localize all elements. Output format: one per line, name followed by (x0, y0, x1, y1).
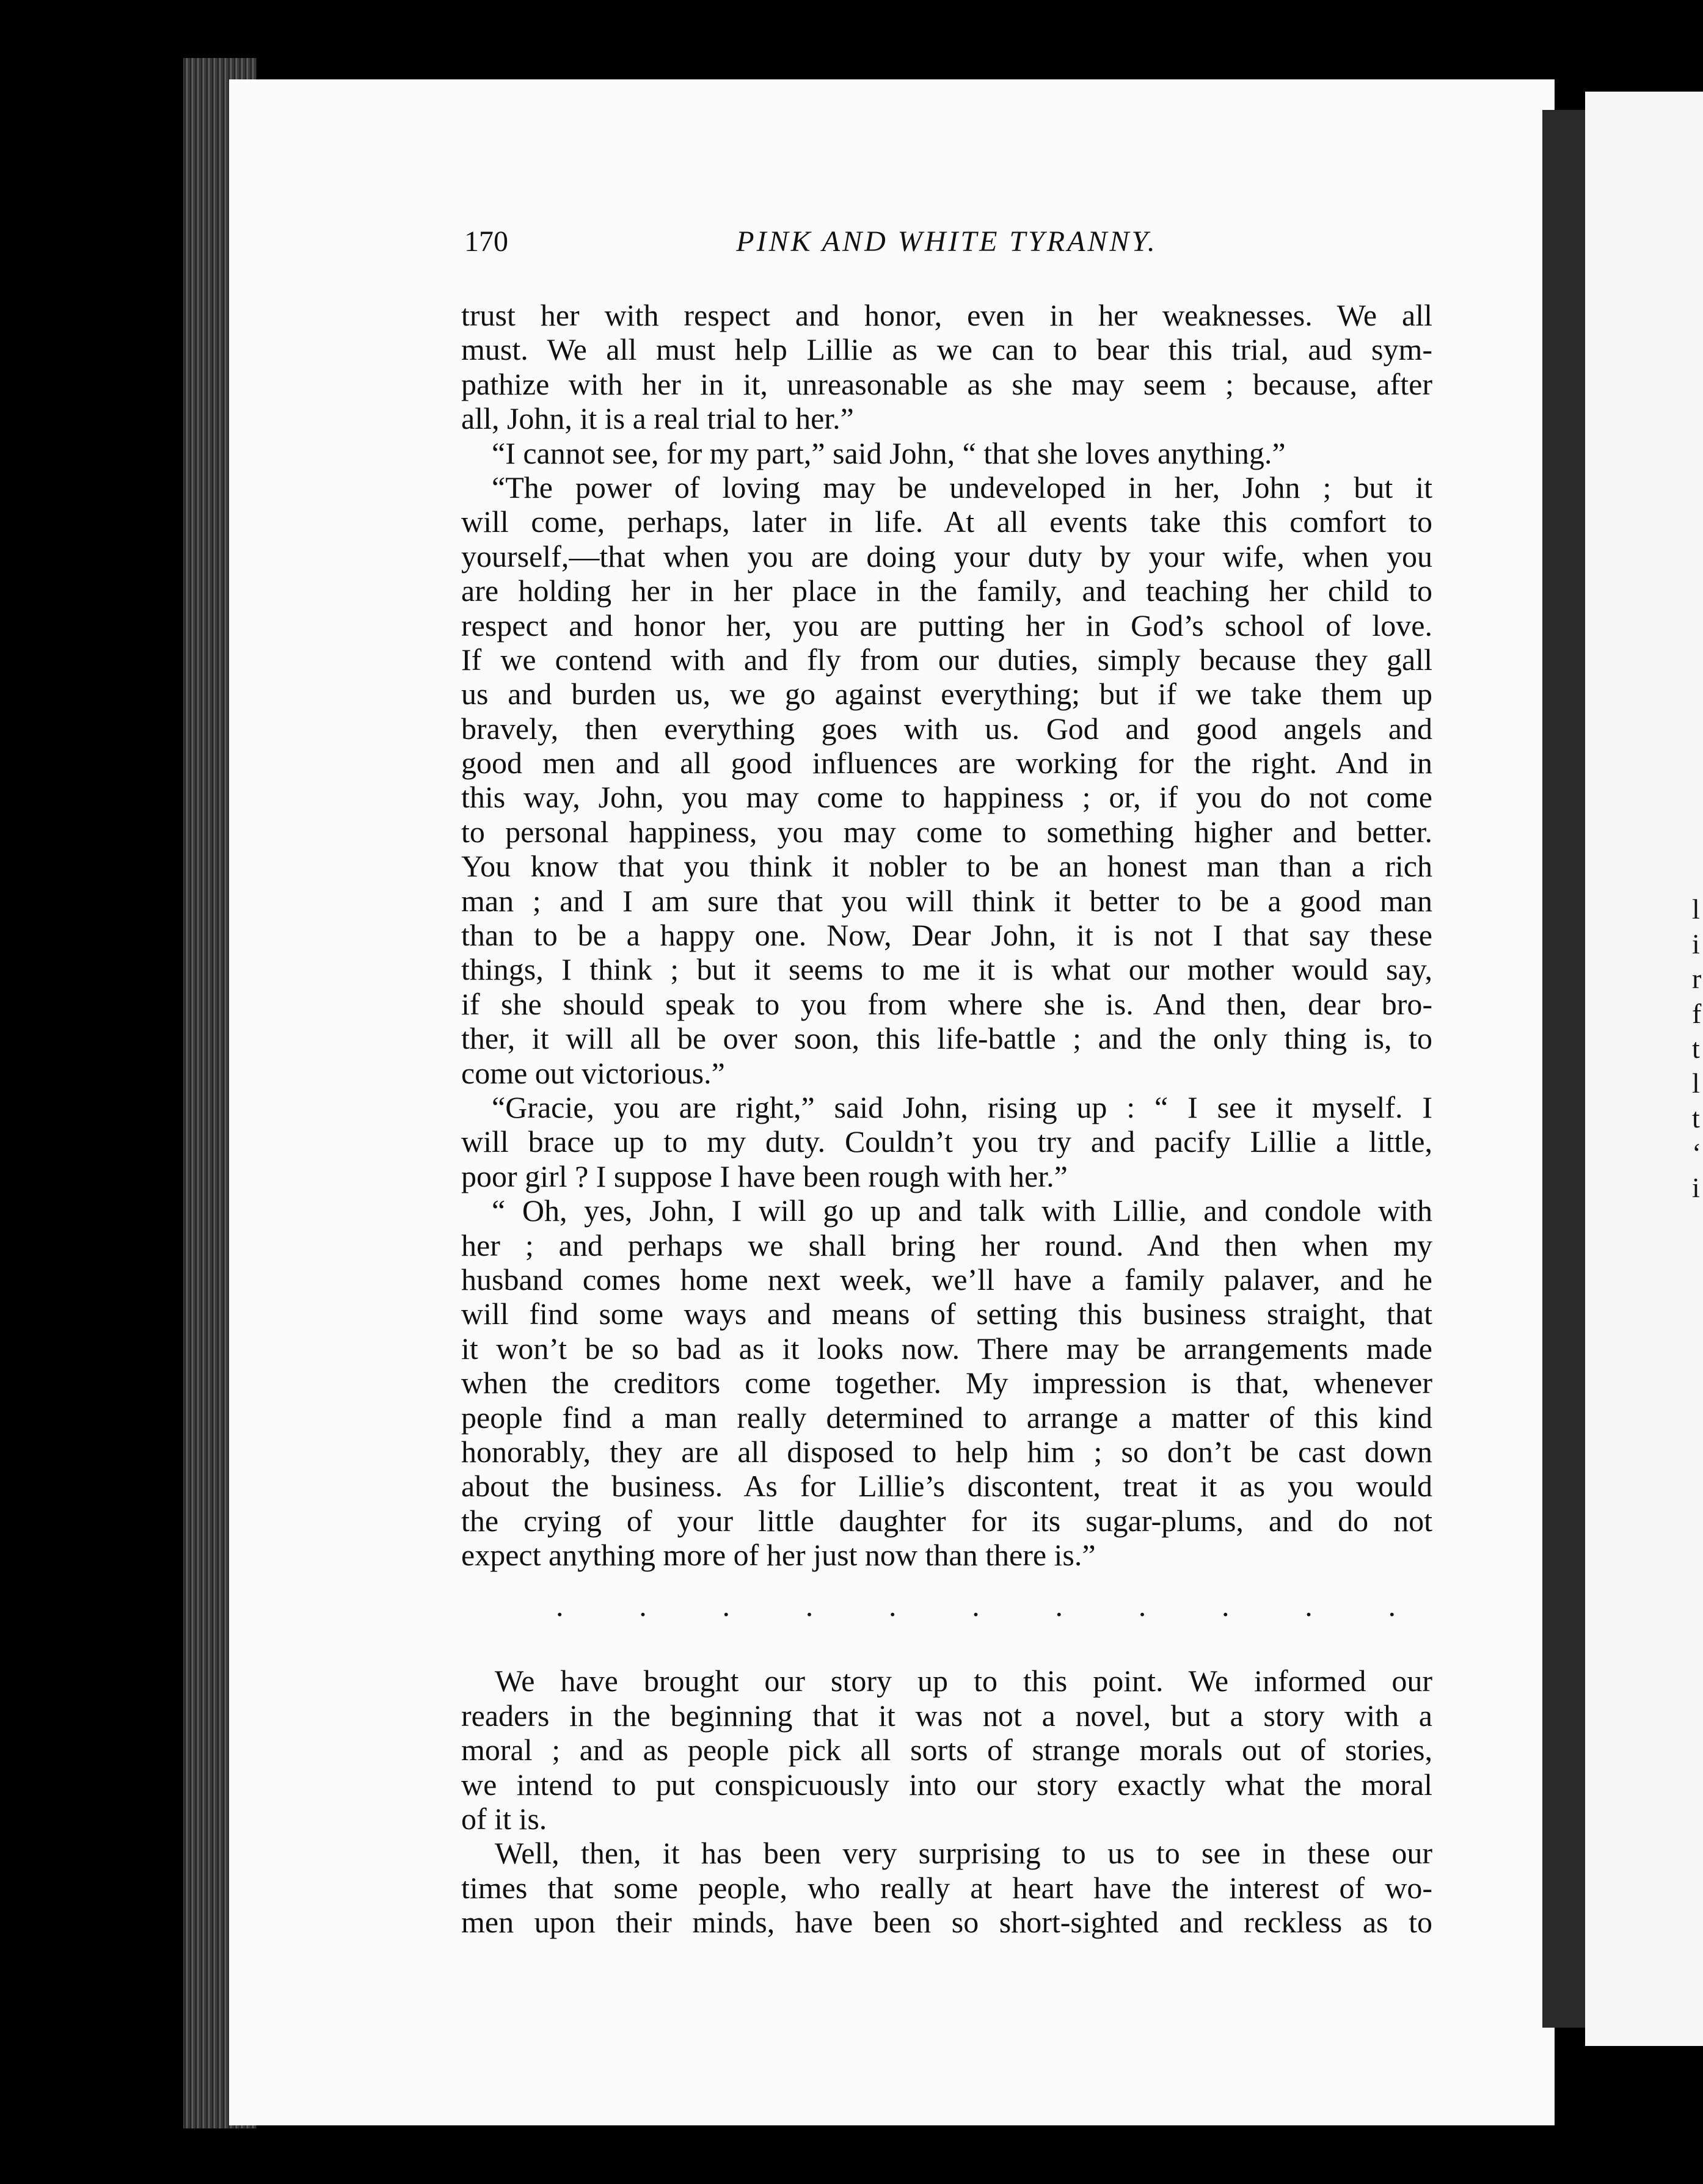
text-line: “I cannot see, for my part,” said John, “ that she loves anything.” (492, 435, 1286, 470)
text-line: things, I think ; but it seems to me it is what our mother would say, (461, 952, 1432, 987)
paragraph (461, 1836, 1432, 1939)
facing-page-letter: ‘ (1692, 1137, 1702, 1168)
text-line: the crying of your little daughter for its sugar-plums, and do not (461, 1503, 1432, 1538)
text-line: trust her with respect and honor, even in her weaknesses. We all (461, 298, 1432, 332)
separator-dot: . (722, 1589, 730, 1623)
separator-dot: . (805, 1589, 814, 1623)
separator-dot: . (1055, 1589, 1063, 1623)
text-line: “The power of loving may be undeveloped in her, John ; but it (492, 470, 1432, 504)
text-line: men upon their minds, have been so short-sighted and reckless as to (461, 1905, 1432, 1940)
facing-page-letter: l (1692, 1068, 1700, 1099)
text-line: You know that you think it nobler to be an honest man than a rich (461, 849, 1432, 884)
text-line: than to be a happy one. Now, Dear John, it is not I that say these (461, 918, 1432, 953)
text-line: this way, John, you may come to happiness ; or, if you do not come (461, 780, 1432, 815)
separator-dot: . (889, 1589, 897, 1623)
separator-dot: . (639, 1589, 647, 1623)
text-line: if she should speak to you from where she is. And then, dear bro- (461, 986, 1432, 1021)
paragraph (461, 436, 1432, 470)
section-separator (556, 1590, 1396, 1664)
paragraph (461, 1193, 1432, 1572)
separator-dot: . (1138, 1589, 1147, 1623)
text-line: poor girl ? I suppose I have been rough with her.” (461, 1159, 1068, 1193)
separator-dot: . (972, 1589, 980, 1623)
facing-page-letter: i (1692, 928, 1700, 959)
text-line: We have brought our story up to this point. We informed our (495, 1664, 1432, 1698)
separator-dot: . (1305, 1589, 1313, 1623)
facing-page-letter: r (1692, 963, 1702, 994)
text-line: yourself,—that when you are doing your duty by your wife, when you (461, 539, 1432, 573)
text-line: of it is. (461, 1802, 547, 1836)
facing-page-letter: f (1692, 998, 1702, 1029)
text-line: good men and all good influences are working for the right. And in (461, 746, 1432, 781)
text-line: come out victorious.” (461, 1055, 725, 1090)
separator-dot: . (1388, 1589, 1396, 1623)
paragraph (461, 1664, 1432, 1836)
text-line: when the creditors come together. My impression is that, whenever (461, 1366, 1432, 1400)
text-line: “Gracie, you are right,” said John, rising up : “ I see it myself. I (492, 1090, 1432, 1124)
text-line: it won’t be so bad as it looks now. There may be arrangements made (461, 1331, 1432, 1366)
paragraph (461, 1090, 1432, 1193)
text-line: Well, then, it has been very surprising to us to see in these our (495, 1836, 1432, 1871)
text-line: pathize with her in it, unreasonable as she may seem ; because, after (461, 366, 1432, 401)
text-line: man ; and I am sure that you will think it better to be a good man (461, 883, 1432, 918)
page-body (461, 298, 1432, 1940)
text-line: will find some ways and means of setting this business straight, that (461, 1297, 1432, 1331)
text-line: will brace up to my duty. Couldn’t you try and pacify Lillie a little, (461, 1124, 1432, 1159)
text-line: us and burden us, we go against everything; but if we take them up (461, 677, 1432, 712)
text-line: will come, perhaps, later in life. At all events take this comfort to (461, 504, 1432, 539)
text-line: to personal happiness, you may come to something higher and better. (461, 814, 1432, 849)
text-line: readers in the beginning that it was not a novel, but a story with a (461, 1698, 1432, 1733)
text-line: her ; and perhaps we shall bring her round. And then when my (461, 1228, 1432, 1262)
facing-page-letter: t (1692, 1102, 1700, 1134)
text-line: about the business. As for Lillie’s discontent, treat it as you would (461, 1469, 1432, 1504)
text-line: times that some people, who really at heart have the interest of wo- (461, 1870, 1432, 1905)
page-number: 170 (464, 225, 508, 258)
text-line: If we contend with and fly from our duties, simply because they gall (461, 642, 1432, 677)
facing-page-letter: i (1692, 1172, 1700, 1203)
text-line: expect anything more of her just now than there is.” (461, 1538, 1096, 1573)
text-line: all, John, it is a real trial to her.” (461, 401, 854, 436)
paragraph (461, 298, 1432, 436)
page-gutter-shadow (1542, 110, 1585, 2028)
facing-page-letter: l (1692, 894, 1700, 925)
facing-page-letters (1692, 892, 1703, 1205)
text-line: “ Oh, yes, John, I will go up and talk with Lillie, and condole with (492, 1193, 1432, 1228)
separator-dot: . (1222, 1589, 1230, 1623)
text-line: must. We all must help Lillie as we can to bear this trial, aud sym- (461, 332, 1432, 367)
separator-dot: . (556, 1589, 564, 1623)
text-line: we intend to put conspicuously into our story exactly what the moral (461, 1767, 1432, 1802)
text-line: people find a man really determined to arrange a matter of this kind (461, 1400, 1432, 1435)
text-line: bravely, then everything goes with us. God and good angels and (461, 711, 1432, 746)
text-line: moral ; and as people pick all sorts of strange morals out of stories, (461, 1733, 1432, 1767)
text-line: ther, it will all be over soon, this life-battle ; and the only thing is, to (461, 1021, 1432, 1056)
text-line: respect and honor her, you are putting her in God’s school of love. (461, 608, 1432, 642)
facing-page-fragment (1585, 92, 1703, 2046)
text-line: are holding her in her place in the family, and teaching her child to (461, 573, 1432, 608)
text-line: honorably, they are all disposed to help him ; so don’t be cast down (461, 1434, 1432, 1469)
text-line: husband comes home next week, we’ll have a family palaver, and he (461, 1262, 1432, 1297)
paragraph (461, 470, 1432, 1090)
facing-page-letter: t (1692, 1033, 1700, 1064)
running-title: PINK AND WHITE TYRANNY. (736, 225, 1158, 258)
